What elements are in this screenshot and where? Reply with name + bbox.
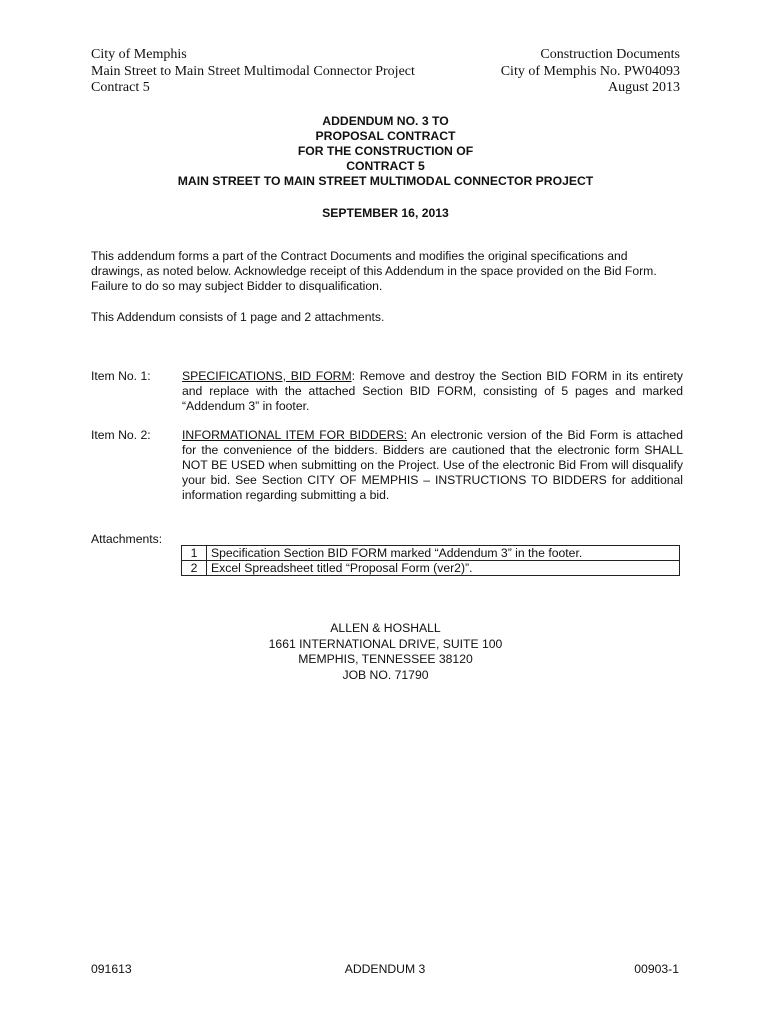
title-line: ADDENDUM NO. 3 TO bbox=[322, 114, 449, 128]
item-text: An electronic version of the Bid Form is attached for the convenience of the bidders. Bidders are cautioned that the electronic form SHALL NOT BE USED when submitting on the Project. Use of the electronic Bid From will disqualify your bid. See Section CITY OF MEMPHIS – INSTRUCTIONS TO BIDDERS for additional information regarding submitting a bid. bbox=[182, 428, 683, 502]
title-line: MAIN STREET TO MAIN STREET MULTIMODAL CONNECTOR PROJECT bbox=[177, 174, 594, 188]
intro-paragraph: This addendum forms a part of the Contract Documents and modifies the original specifications and drawings, as noted below. Acknowledge receipt of this Addendum in the space provided on the Bid Form. Failure to do so may subject Bidder to disqualification. bbox=[91, 249, 657, 293]
attachment-number: 2 bbox=[182, 561, 207, 576]
title-line: FOR THE CONSTRUCTION OF bbox=[297, 144, 474, 158]
header-date: August 2013 bbox=[608, 80, 680, 95]
header-contract: Contract 5 bbox=[91, 80, 150, 95]
table-row bbox=[182, 561, 680, 576]
item-2 bbox=[91, 428, 683, 503]
header-project: Main Street to Main Street Multimodal Connector Project bbox=[91, 63, 415, 79]
firm-name: ALLEN & HOSHALL bbox=[330, 621, 441, 635]
firm-address bbox=[91, 621, 680, 683]
header-right bbox=[501, 47, 680, 97]
footer-date-code: 091613 bbox=[91, 962, 132, 976]
firm-street: 1661 INTERNATIONAL DRIVE, SUITE 100 bbox=[268, 636, 503, 651]
header-doc-type: Construction Documents bbox=[540, 47, 680, 62]
item-body bbox=[182, 369, 683, 414]
attachments-table bbox=[181, 545, 680, 576]
header-city-number: City of Memphis No. PW04093 bbox=[500, 63, 680, 79]
header-left bbox=[91, 47, 415, 97]
title-line: CONTRACT 5 bbox=[346, 159, 425, 173]
consists-paragraph: This Addendum consists of 1 page and 2 attachments. bbox=[91, 310, 385, 324]
table-row bbox=[182, 546, 680, 561]
title-line: PROPOSAL CONTRACT bbox=[315, 129, 456, 143]
item-separator: : bbox=[351, 369, 356, 383]
item-heading: SPECIFICATIONS, BID FORM bbox=[182, 369, 352, 383]
item-label: Item No. 2: bbox=[91, 428, 151, 442]
attachment-number: 1 bbox=[182, 546, 207, 561]
header-city: City of Memphis bbox=[91, 47, 187, 62]
addendum-title bbox=[91, 114, 680, 189]
item-label: Item No. 1: bbox=[91, 369, 151, 383]
item-heading: INFORMATIONAL ITEM FOR BIDDERS: bbox=[182, 428, 408, 442]
footer-title: ADDENDUM 3 bbox=[344, 962, 426, 976]
item-body bbox=[182, 428, 683, 503]
firm-city: MEMPHIS, TENNESSEE 38120 bbox=[298, 652, 473, 666]
firm-job-number: JOB NO. 71790 bbox=[342, 667, 429, 682]
item-text: Remove and destroy the Section BID FORM in its entirety and replace with the attached Section BID FORM, consisting of 5 pages and marked “Addendum 3” in footer. bbox=[182, 369, 683, 413]
attachment-description: Excel Spreadsheet titled “Proposal Form (ver2)”. bbox=[207, 561, 680, 576]
item-1 bbox=[91, 369, 683, 414]
attachments-label: Attachments: bbox=[91, 532, 163, 546]
attachment-description: Specification Section BID FORM marked “Addendum 3” in the footer. bbox=[207, 546, 680, 561]
addendum-date: SEPTEMBER 16, 2013 bbox=[322, 206, 449, 220]
footer-page-number: 00903-1 bbox=[634, 962, 679, 976]
